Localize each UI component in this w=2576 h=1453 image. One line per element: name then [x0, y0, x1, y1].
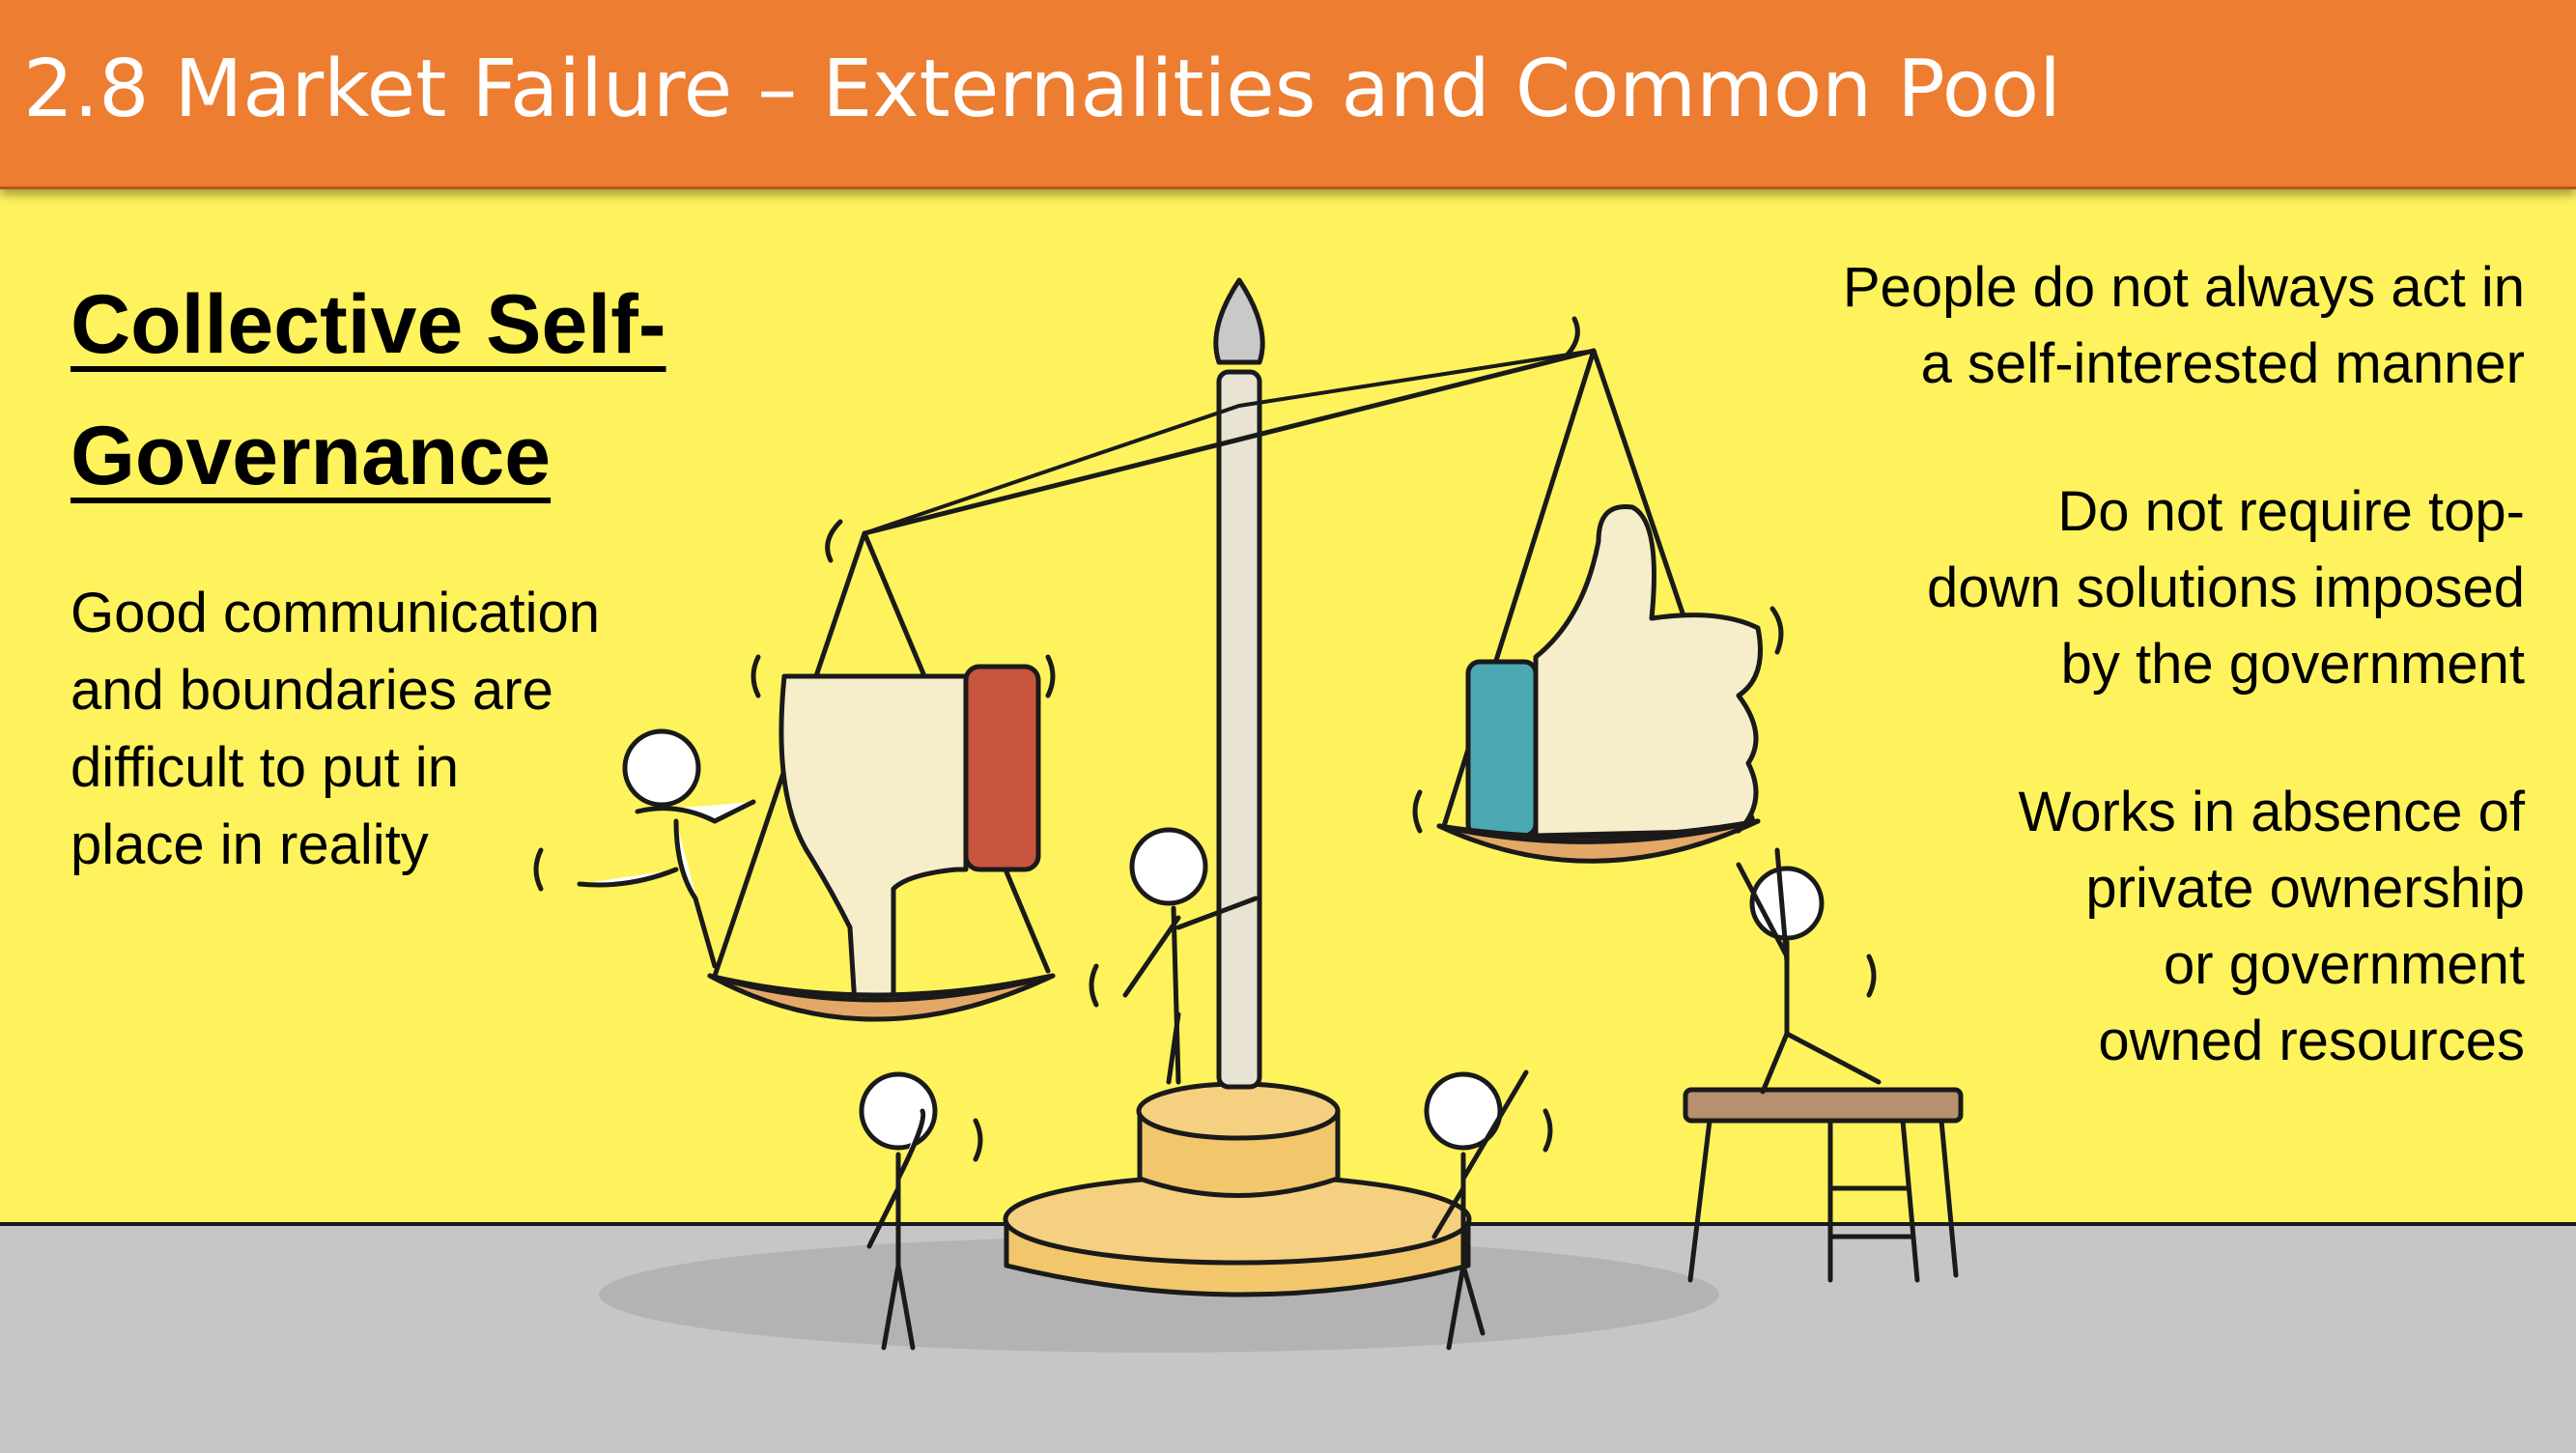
point-line: owned resources: [2098, 1010, 2525, 1072]
scale-base: [1005, 1084, 1469, 1295]
slide-title: 2.8 Market Failure – Externalities and Common Pool: [23, 43, 2061, 135]
point-line: or government: [2164, 933, 2525, 996]
left-body-text: [71, 575, 669, 884]
point-line: by the government: [2060, 633, 2525, 696]
point-line: a self-interested manner: [1920, 332, 2525, 395]
heading-line-2: Governance: [71, 410, 552, 502]
left-text-line: and boundaries are: [71, 659, 553, 722]
thumbs-down-icon: [781, 667, 1038, 1010]
point-line: down solutions imposed: [1926, 556, 2525, 619]
point-self-interest: [1733, 249, 2525, 402]
section-heading: [71, 259, 766, 522]
point-ownership: [1733, 774, 2525, 1079]
scale-pole: [1219, 372, 1260, 1087]
left-text-line: place in reality: [71, 813, 429, 876]
thumbs-up-icon: [1468, 506, 1761, 836]
left-text-line: Good communication: [71, 582, 601, 644]
point-line: Works in absence of: [2018, 781, 2525, 843]
point-line: Do not require top-: [2057, 480, 2525, 543]
left-text-line: difficult to put in: [71, 736, 459, 799]
point-line: People do not always act in: [1842, 256, 2525, 319]
right-points: [1733, 249, 2525, 1151]
heading-line-1: Collective Self-: [71, 278, 666, 371]
point-top-down: [1733, 473, 2525, 702]
point-line: private ownership: [2085, 857, 2525, 920]
